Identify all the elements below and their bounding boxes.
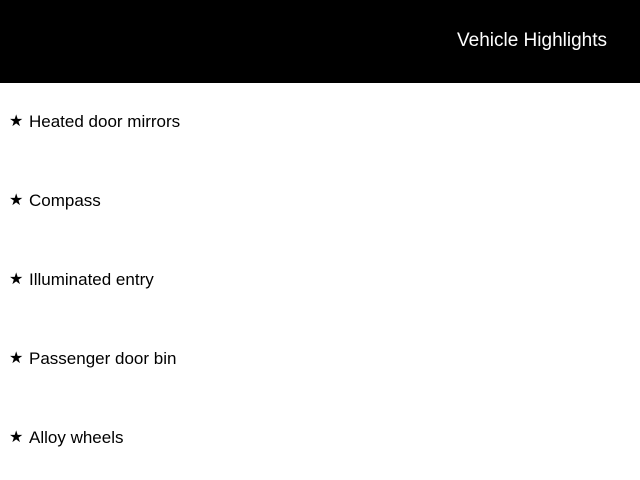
list-item — [0, 320, 640, 399]
list-item-label: Illuminated entry — [29, 270, 154, 289]
header-bar — [0, 0, 640, 83]
highlights-list — [0, 83, 640, 478]
star-icon: ★ — [9, 350, 24, 367]
list-item — [0, 162, 640, 241]
list-item-label: Compass — [29, 191, 101, 210]
list-item — [0, 241, 640, 320]
page-title: Vehicle Highlights — [457, 30, 607, 51]
list-item-label: Alloy wheels — [29, 428, 124, 447]
list-item-label: Passenger door bin — [29, 349, 177, 368]
list-item — [0, 399, 640, 478]
star-icon: ★ — [9, 271, 24, 288]
star-icon: ★ — [9, 429, 24, 446]
star-icon: ★ — [9, 113, 24, 130]
list-item — [0, 83, 640, 162]
star-icon: ★ — [9, 192, 24, 209]
list-item-label: Heated door mirrors — [29, 112, 181, 131]
